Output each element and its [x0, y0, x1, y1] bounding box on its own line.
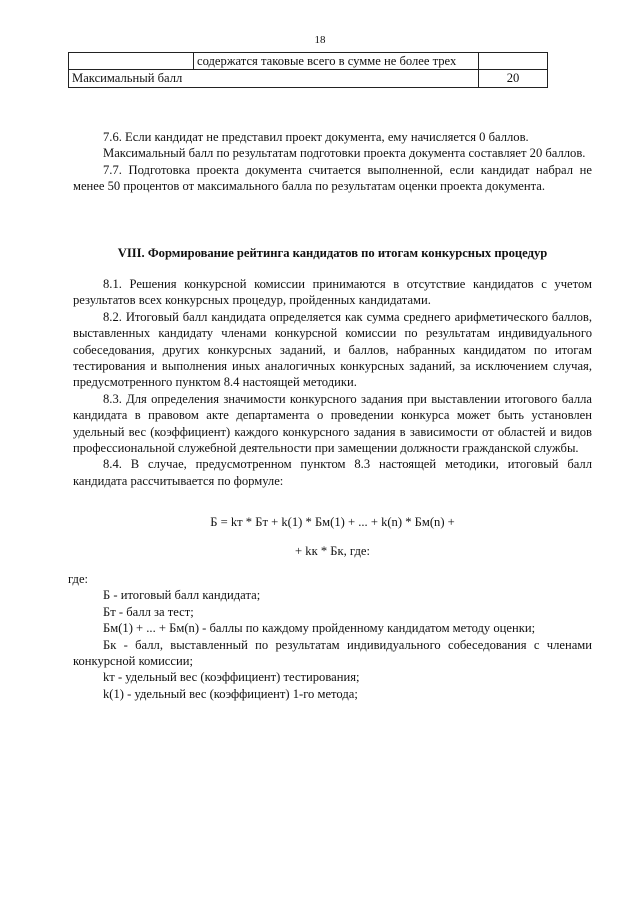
table-cell-empty: [479, 53, 548, 70]
definition-item: Бк - балл, выставленный по результатам индивидуального собеседования с членами конкурсной комиссии;: [73, 637, 592, 669]
definition-item: Бм(1) + ... + Бм(n) - баллы по каждому пройденному кандидатом методу оценки;: [103, 621, 536, 636]
table-row-max-score: [69, 70, 548, 87]
table-cell-empty: [69, 53, 194, 70]
paragraph-8-3: 8.3. Для определения значимости конкурсного задания при выставлении итогового балла кандидата в правовом акте департамента о проведении конкурса может быть установлен удельный вес (коэффициент) каждого конкурсного задания в зависимости от областей и видов профессиональной служебной деятельности при замещении должности гражданской службы.: [73, 391, 592, 456]
formula-line-2: + kк * Бк, где:: [295, 544, 370, 558]
paragraph-8-2: 8.2. Итоговый балл кандидата определяется как сумма среднего арифметического баллов, выставленных кандидату членами конкурсной комиссии по результатам индивидуального собеседования, других конкурсных заданий, и баллов, набранных кандидатом по итогам тестирования и выполнения иных аналогичных конкурсных заданий, за исключением случая, предусмотренного пунктом 8.4 настоящей методики.: [73, 309, 592, 390]
definition-item: Б - итоговый балл кандидата;: [103, 588, 261, 603]
table-row: [69, 53, 548, 70]
definition-item: k(1) - удельный вес (коэффициент) 1-го метода;: [103, 686, 358, 701]
max-score-value: 20: [479, 70, 548, 87]
definition-item: kт - удельный вес (коэффициент) тестирования;: [103, 670, 360, 685]
paragraph-max-score: Максимальный балл по результатам подготовки проекта документа составляет 20 баллов.: [103, 146, 586, 161]
scoring-table: [68, 52, 548, 88]
definitions: [68, 571, 592, 702]
page-number: 18: [314, 34, 326, 46]
formula-line-1: Б = kт * Бт + k(1) * Бм(1) + ... + k(n) * Бм(n) +: [210, 515, 455, 529]
max-score-label: Максимальный балл: [69, 70, 479, 87]
where-label: где:: [68, 572, 89, 586]
section-8-heading: VIII. Формирование рейтинга кандидатов по итогам конкурсных процедур: [117, 246, 548, 260]
table-cell-text: содержатся таковые всего в сумме не более трех: [194, 53, 479, 70]
paragraph-7-7: 7.7. Подготовка проекта документа считается выполненной, если кандидат набрал не менее 50 процентов от максимального балла по результатам оценки проекта документа.: [73, 162, 592, 194]
paragraph-7-6: 7.6. Если кандидат не представил проект документа, ему начисляется 0 баллов.: [103, 130, 529, 144]
paragraph-8-4: 8.4. В случае, предусмотренном пунктом 8.3 настоящей методики, итоговый балл кандидата рассчитывается по формуле:: [73, 457, 592, 488]
section-8-text: [73, 276, 592, 489]
definition-item: Бт - балл за тест;: [103, 604, 194, 619]
section-7-text: [73, 129, 592, 195]
paragraph-8-1: 8.1. Решения конкурсной комиссии принимаются в отсутствие кандидатов с учетом результатов всех конкурсных процедур, пройденных кандидатами.: [73, 277, 592, 308]
